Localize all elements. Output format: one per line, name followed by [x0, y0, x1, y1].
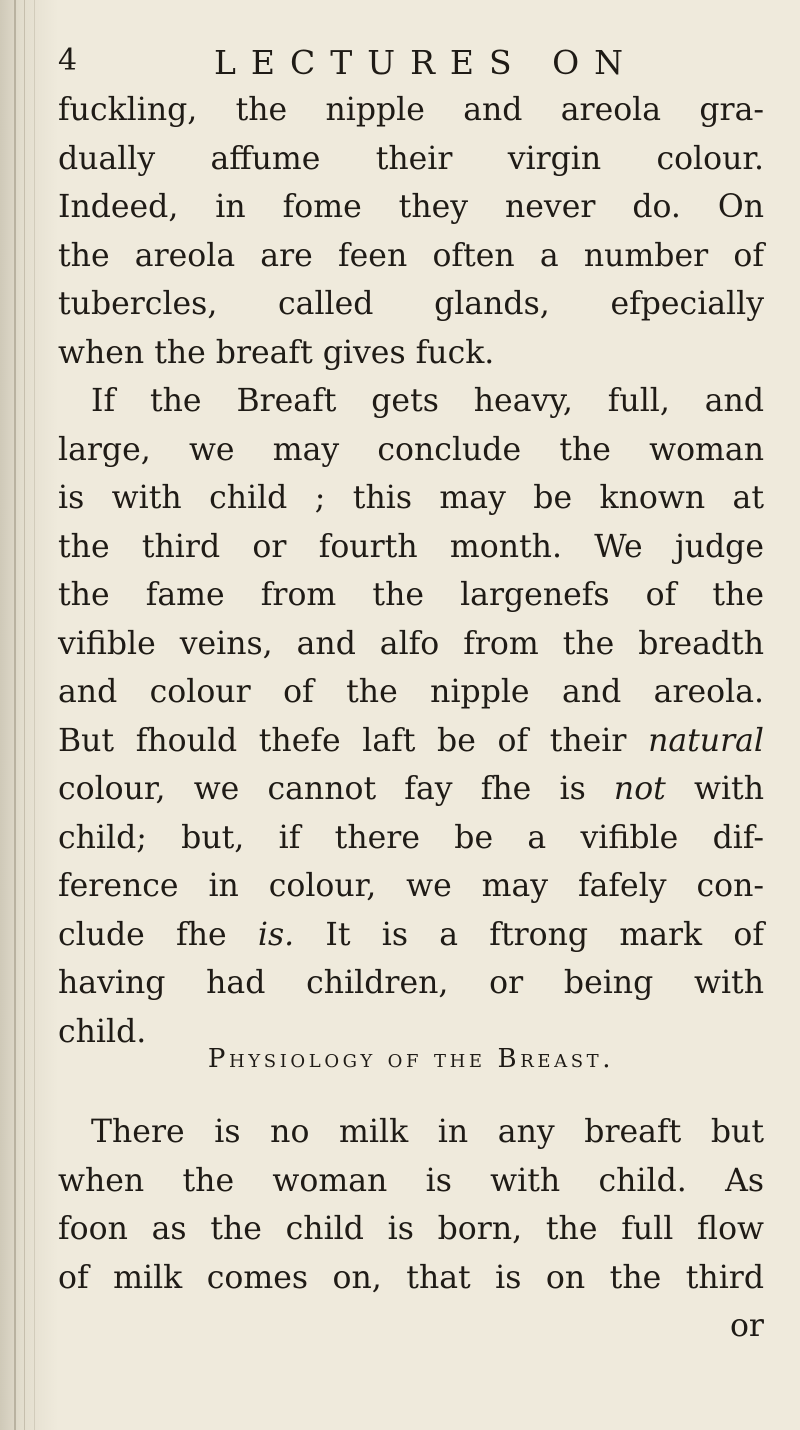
text-line	[58, 911, 764, 960]
text-line	[58, 717, 764, 766]
binding-edge	[24, 0, 25, 1430]
page-number: 4	[58, 43, 78, 78]
text-line: child.	[58, 1013, 147, 1050]
text-line: when the breaft gives fuck.	[58, 334, 495, 371]
text-line: foon as the child is born, the full flow	[58, 1211, 764, 1247]
catchword: or	[729, 1308, 764, 1344]
text-line: ference in colour, we may fafely con-	[58, 868, 764, 904]
text-line: dually affume their virgin colour.	[58, 140, 764, 177]
italic-text: not	[613, 771, 666, 807]
text-run: But fhould thefe laft be of their	[58, 722, 649, 759]
text-line: when the woman is with child. As	[58, 1162, 764, 1199]
italic-text: natural	[648, 722, 764, 759]
text-line: child; but, if there be a vifible dif-	[58, 819, 764, 856]
text-line: having had children, or being with	[58, 965, 764, 1001]
running-head: LECTURES ON	[214, 43, 639, 82]
text-line	[58, 765, 764, 814]
text-line: and colour of the nipple and areola.	[58, 674, 764, 710]
page-gutter-shadow	[0, 0, 58, 1430]
text-line: If the Breaft gets heavy, full, and	[91, 383, 764, 419]
text-line: tubercles, called glands, efpecially	[58, 286, 764, 322]
text-line: the areola are feen often a number of	[58, 237, 764, 274]
body-text	[58, 1108, 764, 1351]
text-line: There is no milk in any breaft but	[91, 1114, 764, 1150]
italic-text: is.	[257, 916, 295, 953]
body-text	[58, 86, 764, 1056]
text-run: clude fhe	[58, 916, 258, 953]
text-run: with	[665, 771, 765, 807]
text-line: large, we may conclude the woman	[58, 431, 764, 468]
text-line: vifible veins, and alfo from the breadth	[58, 625, 764, 662]
text-run: It is a ftrong mark of	[294, 916, 764, 953]
page-header	[58, 38, 758, 88]
text-line: the third or fourth month. We judge	[58, 528, 764, 565]
binding-edge	[34, 0, 35, 1430]
text-line: Indeed, in fome they never do. On	[58, 189, 764, 225]
text-line: of milk comes on, that is on the third	[58, 1259, 764, 1296]
text-line: fuckling, the nipple and areola gra-	[58, 92, 764, 128]
text-run: colour, we cannot fay fhe is	[58, 771, 614, 807]
text-line: is with child ; this may be known at	[58, 480, 764, 516]
text-line: the fame from the largenefs of the	[58, 577, 764, 613]
binding-edge	[14, 0, 16, 1430]
section-heading: Physiology of the Breast.	[207, 1044, 615, 1074]
